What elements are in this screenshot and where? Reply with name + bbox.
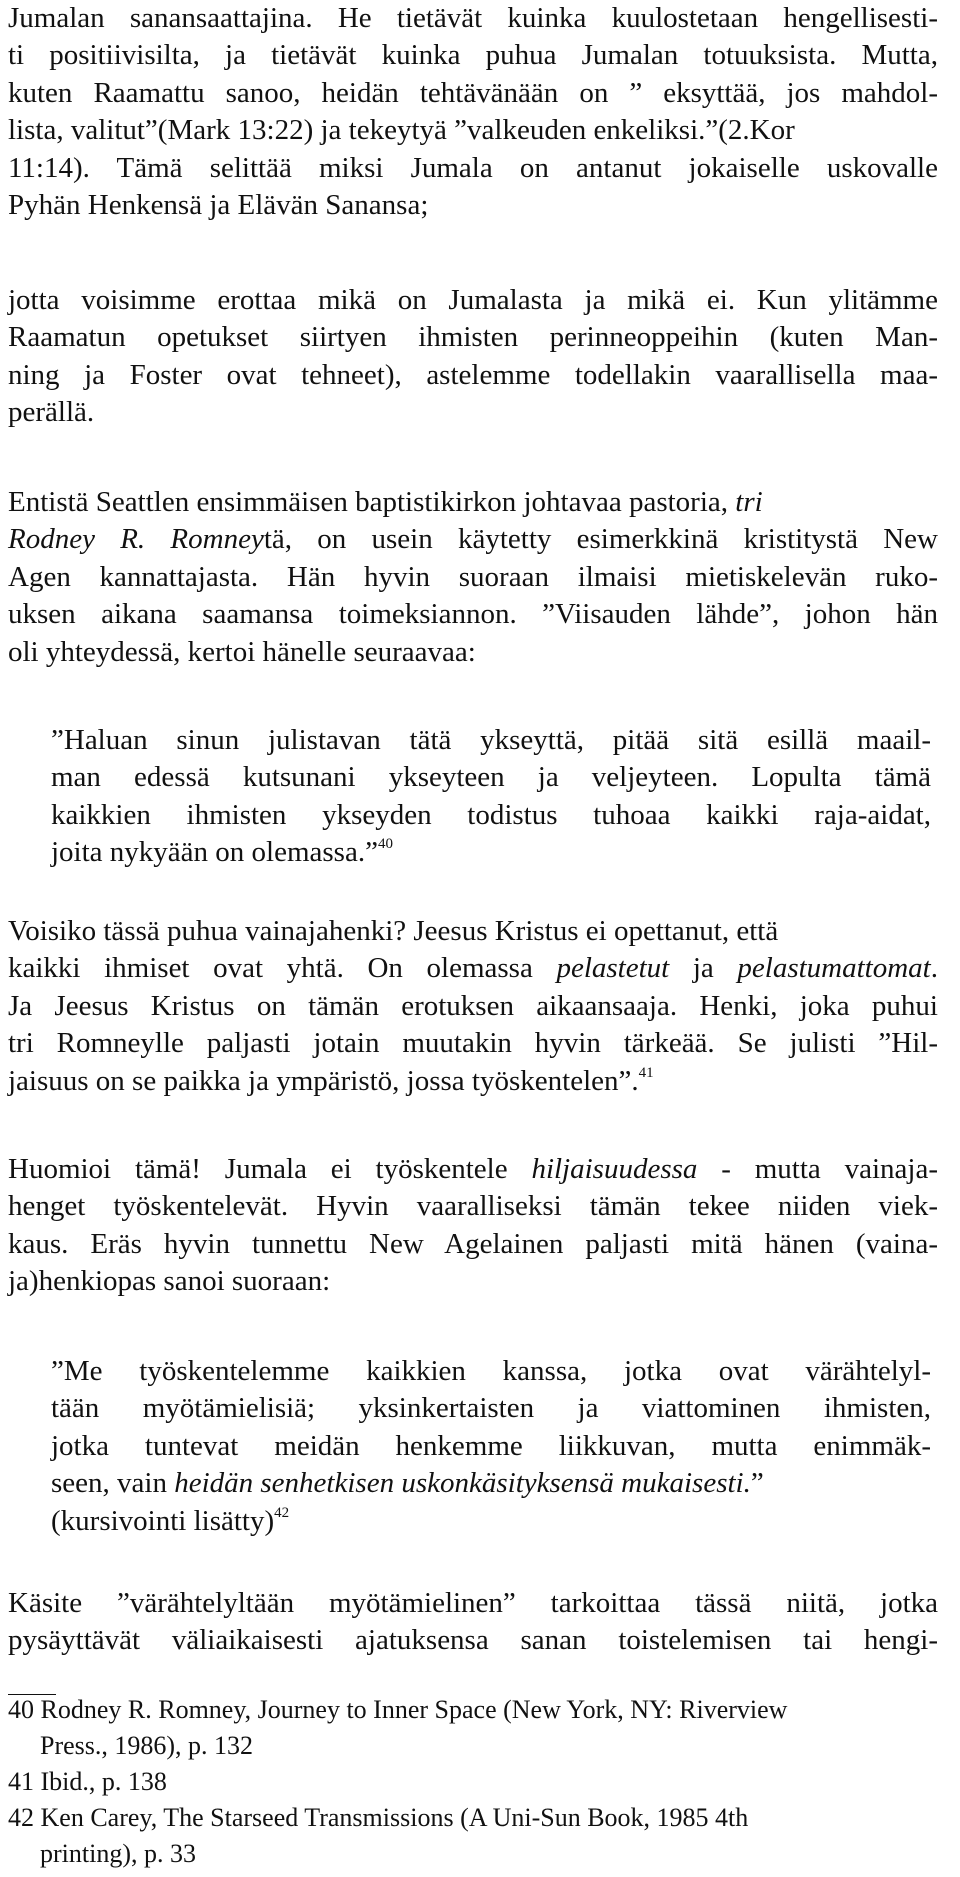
paragraph-5 — [8, 1151, 938, 1301]
text-line: 11:14). Tämä selittää miksi Jumala on antanut jokaiselle uskovalle — [8, 151, 938, 184]
footnote-ref-42: 42 — [274, 1504, 290, 1521]
text-line: kaikkien ihmisten ykseyden todistus tuhoaa kaikki raja-aidat, — [51, 798, 931, 831]
text-line — [51, 1503, 931, 1540]
text-line: pysäyttävät väliaikaisesti ajatuksensa sanan toistelemisen tai hengi- — [8, 1624, 938, 1657]
text-line: man edessä kutsunani ykseyteen ja veljeyteen. Lopulta tämä — [51, 761, 931, 794]
text-run: . — [930, 952, 938, 985]
text-line — [8, 1063, 938, 1100]
italic-run: pelastetut — [556, 952, 670, 985]
text-line: jotka tuntevat meidän henkemme liikkuvan, mutta enimmäk- — [51, 1429, 931, 1462]
italic-run: Rodney R. Romney — [8, 523, 264, 556]
text-run: seen, vain — [51, 1467, 175, 1500]
footnote-40: 40 Rodney R. Romney, Journey to Inner Space (New York, NY: Riverview — [8, 1695, 788, 1724]
text-line — [51, 834, 931, 871]
text-line: Pyhän Henkensä ja Elävän Sanansa; — [8, 189, 429, 222]
text-line: ja)henkiopas sanoi suoraan: — [8, 1265, 331, 1298]
footnote-ref-40: 40 — [377, 836, 393, 853]
paragraph-3 — [8, 484, 938, 671]
text-line: ning ja Foster ovat tehneet), astelemme todellakin vaarallisella maa- — [8, 358, 938, 391]
block-quote-1 — [51, 722, 931, 872]
footnote-ref-41: 41 — [638, 1064, 654, 1081]
text-line: ”Haluan sinun julistavan tätä ykseyttä, pitää sitä esillä maail- — [51, 724, 931, 756]
text-line: ti positiivisilta, ja tietävät kuinka puhua Jumalan totuuksista. Mutta, — [8, 39, 938, 72]
block-quote-2 — [51, 1353, 931, 1540]
text-run: (kursivointi lisätty) — [51, 1504, 275, 1537]
text-run: ” — [750, 1467, 764, 1500]
text-line: Voisiko tässä puhua vainajahenki? Jeesus Kristus ei opettanut, että — [8, 915, 779, 947]
text-run: Entistä Seattlen ensimmäisen baptistikirkon johtavaa pastoria, — [8, 486, 736, 518]
text-line: uksen aikana saamansa toimeksiannon. ”Viisauden lähde”, johon hän — [8, 598, 938, 631]
italic-run: hiljaisuudessa — [531, 1153, 698, 1185]
footnote-41: 41 Ibid., p. 138 — [8, 1767, 167, 1796]
text-line: ”Me työskentelemme kaikkien kanssa, jotka ovat värähtelyl- — [51, 1355, 931, 1387]
text-run: Huomioi tämä! Jumala ei työskentele — [8, 1153, 532, 1185]
text-line: jotta voisimme erottaa mikä on Jumalasta ja mikä ei. Kun ylitämme — [8, 284, 938, 316]
text-line: tri Romneylle paljasti jotain muutakin hyvin tärkeää. Se julisti ”Hil- — [8, 1027, 938, 1060]
footnote-42-continued: printing), p. 33 — [40, 1839, 196, 1868]
text-line: oli yhteydessä, kertoi hänelle seuraavaa: — [8, 635, 476, 668]
text-line: Käsite ”värähtelyltään myötämielinen” tarkoittaa tässä niitä, jotka — [8, 1587, 938, 1619]
text-line — [8, 1151, 938, 1188]
italic-run: pelastumattomat — [737, 952, 931, 985]
text-line: Jumalan sanansaattajina. He tietävät kuinka kuulostetaan hengellisesti- — [8, 2, 938, 34]
footnote-40-continued: Press., 1986), p. 132 — [40, 1731, 254, 1760]
footnote-42: 42 Ken Carey, The Starseed Transmissions (A Uni-Sun Book, 1985 4th — [8, 1803, 749, 1832]
text-line: lista, valitut”(Mark 13:22) ja tekeytyä ”valkeuden enkeliksi.”(2.Kor — [8, 114, 795, 147]
text-run: ja — [669, 952, 738, 985]
text-line — [8, 950, 938, 987]
paragraph-6 — [8, 1585, 938, 1660]
text-line — [8, 484, 938, 521]
text-run: joita nykyään on olemassa.” — [51, 836, 378, 869]
text-line: henget työskentelevät. Hyvin vaaralliseksi tämän tekee niiden viek- — [8, 1190, 938, 1223]
text-line: Agen kannattajasta. Hän hyvin suoraan ilmaisi mietiskelevän ruko- — [8, 560, 938, 593]
text-line — [51, 1465, 931, 1502]
text-line — [8, 521, 938, 558]
text-line: tään myötämielisiä; yksinkertaisten ja viattominen ihmisten, — [51, 1392, 931, 1425]
text-run: jaisuus on se paikka ja ympäristö, jossa työskentelen”. — [8, 1064, 639, 1097]
paragraph-1 — [8, 0, 938, 224]
text-line: perällä. — [8, 396, 95, 429]
italic-run: heidän senhetkisen uskonkäsityksensä mukaisesti. — [174, 1467, 751, 1500]
paragraph-4 — [8, 913, 938, 1100]
text-run: kaikki ihmiset ovat yhtä. On olemassa — [8, 952, 557, 985]
text-run: - mutta vainaja- — [697, 1153, 938, 1185]
text-line: Ja Jeesus Kristus on tämän erotuksen aikaansaaja. Henki, joka puhui — [8, 989, 938, 1022]
italic-run: tri — [735, 486, 763, 518]
text-line: Raamatun opetukset siirtyen ihmisten perinneoppeihin (kuten Man- — [8, 321, 938, 354]
text-line: kuten Raamattu sanoo, heidän tehtävänään on ” eksyttää, jos mahdol- — [8, 76, 938, 109]
text-run: tä, on usein käytetty esimerkkinä kristitystä New — [263, 523, 938, 556]
paragraph-2 — [8, 282, 938, 432]
text-line: kaus. Eräs hyvin tunnettu New Agelainen paljasti mitä hänen (vaina- — [8, 1227, 938, 1260]
footnotes — [8, 1692, 938, 1872]
